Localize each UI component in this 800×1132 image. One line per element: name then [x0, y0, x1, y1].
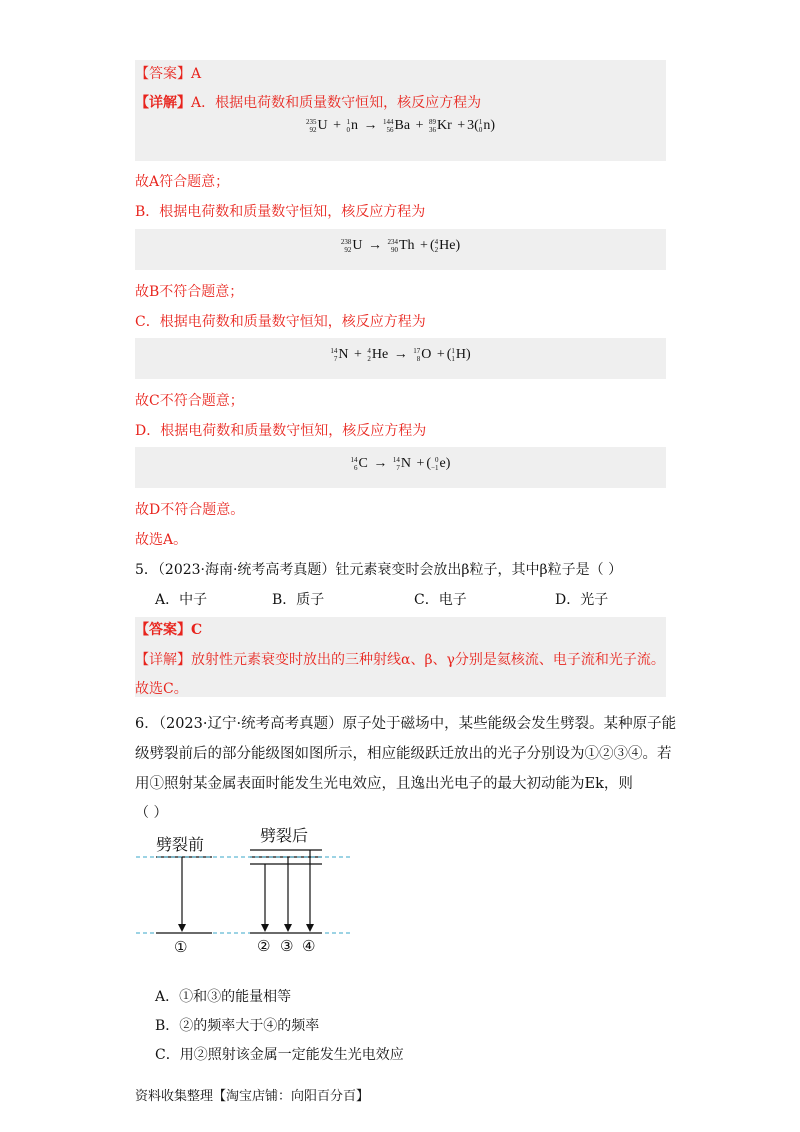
q6-option-b: B．②的频率大于④的频率 [155, 1018, 320, 1034]
equation-a-box [135, 60, 666, 161]
detail-d: D．根据电荷数和质量数守恒知，核反应方程为 [135, 423, 427, 439]
question-5-stem: 5．（2023·海南·统考高考真题）钍元素衰变时会放出β粒子，其中β粒子是（ ） [135, 562, 623, 578]
label-2: ② [257, 937, 271, 955]
detail-b: B．根据电荷数和质量数守恒知，核反应方程为 [135, 204, 426, 220]
question-6-stem-3: 用①照射某金属表面时能发生光电效应，且逸出光电子的最大初动能为Ek，则 [135, 776, 633, 792]
q5-final: 故选C。 [135, 681, 188, 697]
page-footer: 资料收集整理【淘宝店铺：向阳百分百】 [135, 1089, 370, 1104]
label-4: ④ [302, 937, 316, 955]
q5-option-d: D．光子 [555, 592, 609, 608]
q6-option-a: A．①和③的能量相等 [155, 989, 292, 1005]
equation-b: 238 92 U → 234 90 Th + ( 4 2 He) [340, 238, 461, 254]
after-label: 劈裂后 [260, 826, 309, 845]
question-6-paren: （ ） [135, 805, 168, 821]
q5-option-c: C．电子 [414, 592, 467, 608]
q5-option-a: A．中子 [155, 592, 208, 608]
q6-option-c: C．用②照射该金属一定能发生光电效应 [155, 1047, 404, 1063]
equation-b-box [135, 229, 666, 270]
conclusion-d: 故D不符合题意。 [135, 502, 245, 518]
detail-c: C．根据电荷数和质量数守恒知，核反应方程为 [135, 314, 426, 330]
label-1: ① [174, 938, 188, 956]
energy-level-diagram [130, 820, 370, 960]
question-6-stem-2: 级劈裂前后的部分能级图如图所示，相应能级跃迁放出的光子分别设为①②③④。若 [135, 746, 672, 762]
answer-label: 【答案】A [135, 66, 202, 82]
equation-a: 235 92 U + 1 0 n → 144 56 Ba + 89 36 Kr + 3( 1 0 n) [305, 118, 496, 134]
conclusion-c: 故C不符合题意； [135, 393, 244, 409]
question-6-stem-1: 6．（2023·辽宁·统考高考真题）原子处于磁场中，某些能级会发生劈裂。某种原子能 [135, 716, 677, 732]
detail-a-text: A．根据电荷数和质量数守恒知，核反应方程为 [191, 95, 482, 111]
detail-prefix: 【详解】 [135, 95, 191, 111]
equation-c-box [135, 338, 666, 379]
equation-c: 14 7 N + 4 2 He → 17 8 O + ( 1 1 H) [330, 347, 471, 363]
before-label: 劈裂前 [156, 835, 205, 854]
final-answer-4: 故选A。 [135, 532, 188, 548]
conclusion-b: 故B不符合题意； [135, 284, 244, 300]
equation-d: 14 6 C → 14 7 N + ( 0 −1 e) [350, 456, 451, 472]
q5-option-b: B．质子 [272, 592, 325, 608]
conclusion-a: 故A符合题意； [135, 174, 230, 190]
label-3: ③ [280, 937, 294, 955]
q5-detail: 【详解】放射性元素衰变时放出的三种射线α、β、γ分别是氦核流、电子流和光子流。 [135, 652, 665, 668]
q5-answer-label: 【答案】C [135, 622, 203, 638]
equation-d-box [135, 447, 666, 488]
